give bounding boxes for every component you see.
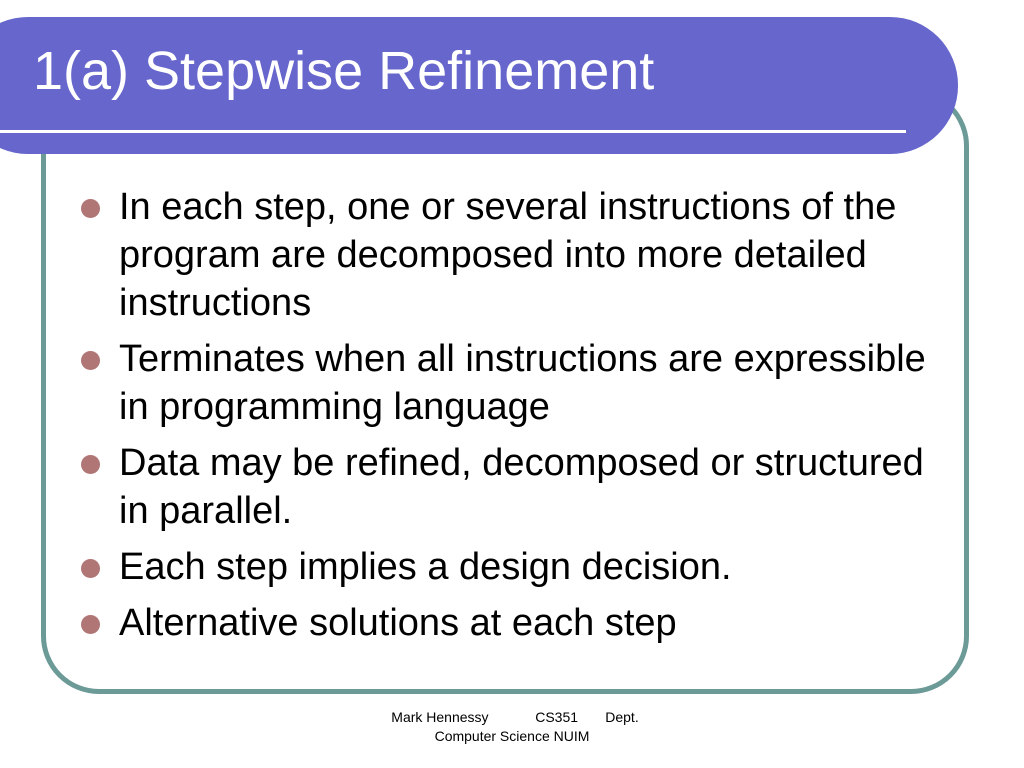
bullet-text: Terminates when all instructions are expressible in programming language [119,338,926,428]
bullet-dot-icon [81,559,100,578]
bullet-item [78,183,948,327]
bullet-item [78,335,948,431]
bullet-text: Alternative solutions at each step [119,602,677,644]
bullet-text: Data may be refined, decomposed or structured in parallel. [119,442,924,532]
footer-line-2: Computer Science NUIM [434,728,590,744]
bullet-dot-icon [81,615,100,634]
bullet-item [78,439,948,535]
bullet-dot-icon [81,351,100,370]
bullet-item [78,599,948,647]
bullet-dot-icon [81,455,100,474]
bullet-text: Each step implies a design decision. [119,546,732,588]
bullet-dot-icon [81,199,100,218]
bullet-list [78,183,948,655]
title-underline [0,130,906,133]
slide-title: 1(a) Stepwise Refinement [33,41,655,101]
bullet-item [78,543,948,591]
slide-footer [0,708,1024,746]
bullet-text: In each step, one or several instructions of the program are decomposed into more detailed instructions [119,186,897,324]
footer-line-1: Mark Hennessy CS351 Dept. [391,709,639,725]
